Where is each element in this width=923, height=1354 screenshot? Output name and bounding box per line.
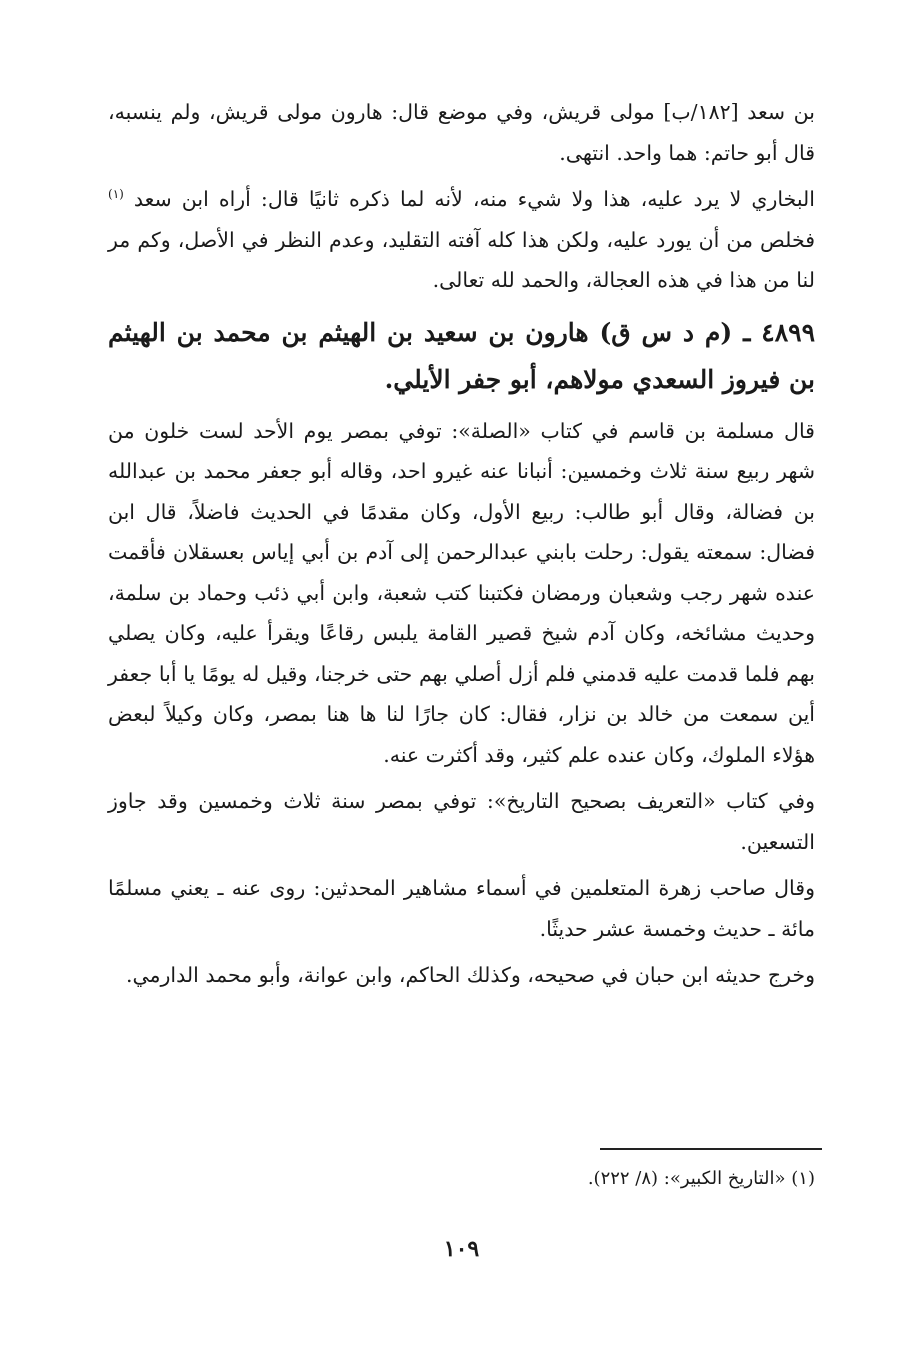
commentary-text-end: فخلص من أن يورد عليه، ولكن هذا كله آفته التقليد، وعدم النظر في الأصل، وكم مر لنا من هذا في هذه العجالة، والحمد لله تعالى. (108, 227, 815, 292)
body-paragraph-2: وفي كتاب «التعريف بصحيح التاريخ»: توفي بمصر سنة ثلاث وخمسين وقد جاوز التسعين. (108, 789, 815, 854)
body-paragraph-3: وقال صاحب زهرة المتعلمين في أسماء مشاهير المحدثين: روى عنه ـ يعني مسلمًا مائة ـ حديث وخمسة عشر حديثًا. (108, 876, 815, 941)
body-paragraph-1: قال مسلمة بن قاسم في كتاب «الصلة»: توفي بمصر يوم الأحد لست خلون من شهر ربيع سنة ثلاث وخمسين: أنبانا عنه غيرو احد، وقاله أبو جعفر محمد بن عبدالله بن فضالة، وقال أبو طالب: ربيع الأول، وكان مقدمًا في الحديث فاضلاً، قال ابن فضال: سمعته يقول: رحلت بابني عبدالرحمن إلى آدم بن أبي إياس بعسقلان فأقمت عنده شهر رجب وشعبان ورمضان فكتبنا كتب شعبة، وابن أبي ذئب وحماد بن سلمة، وحديث مشائخه، وكان آدم شيخ قصير القامة يلبس رقاعًا ويقرأ عليه، وكان يصلي بهم فلما قدمت عليه قدمني فلم أزل أصلي بهم حتى خرجنا، وقيل له يومًا يا أبا جعفر أين سمعت من خالد بن نزار، فقال: كان جارًا لنا ها هنا بمصر، وكان وكيلاً لبعض هؤلاء الملوك، وكان عنده علم كثير، وقد أكثرت عنه. (108, 418, 815, 767)
entry-body (108, 411, 815, 996)
continuation-paragraph: بن سعد [١٨٢/ب] مولى قريش، وفي موضع قال: هارون مولى قريش، ولم ينسبه، قال أبو حاتم: هما واحد. انتهى. (108, 100, 815, 165)
commentary-paragraph (108, 179, 815, 301)
main-text (108, 92, 815, 301)
body-paragraph-4: وخرج حديثه ابن حبان في صحيحه، وكذلك الحاكم، وابن عوانة، وأبو محمد الدارمي. (125, 963, 815, 987)
footnote: (١) «التاريخ الكبير»: (٨/ ٢٢٢). (587, 1168, 815, 1189)
entry-heading: ٤٨٩٩ ـ (م د س ق) هارون بن سعيد بن الهيثم بن محمد بن الهيثم بن فيروز السعدي مولاهم، أبو جفر الأيلي. (108, 317, 815, 394)
footnote-divider (600, 1148, 822, 1150)
footnote-reference: (١) (108, 187, 124, 202)
page-number: ١٠٩ (443, 1236, 480, 1262)
commentary-text-start: البخاري لا يرد عليه، هذا ولا شيء منه، لأنه لما ذكره ثانيًا قال: أراه ابن سعد (133, 187, 815, 211)
